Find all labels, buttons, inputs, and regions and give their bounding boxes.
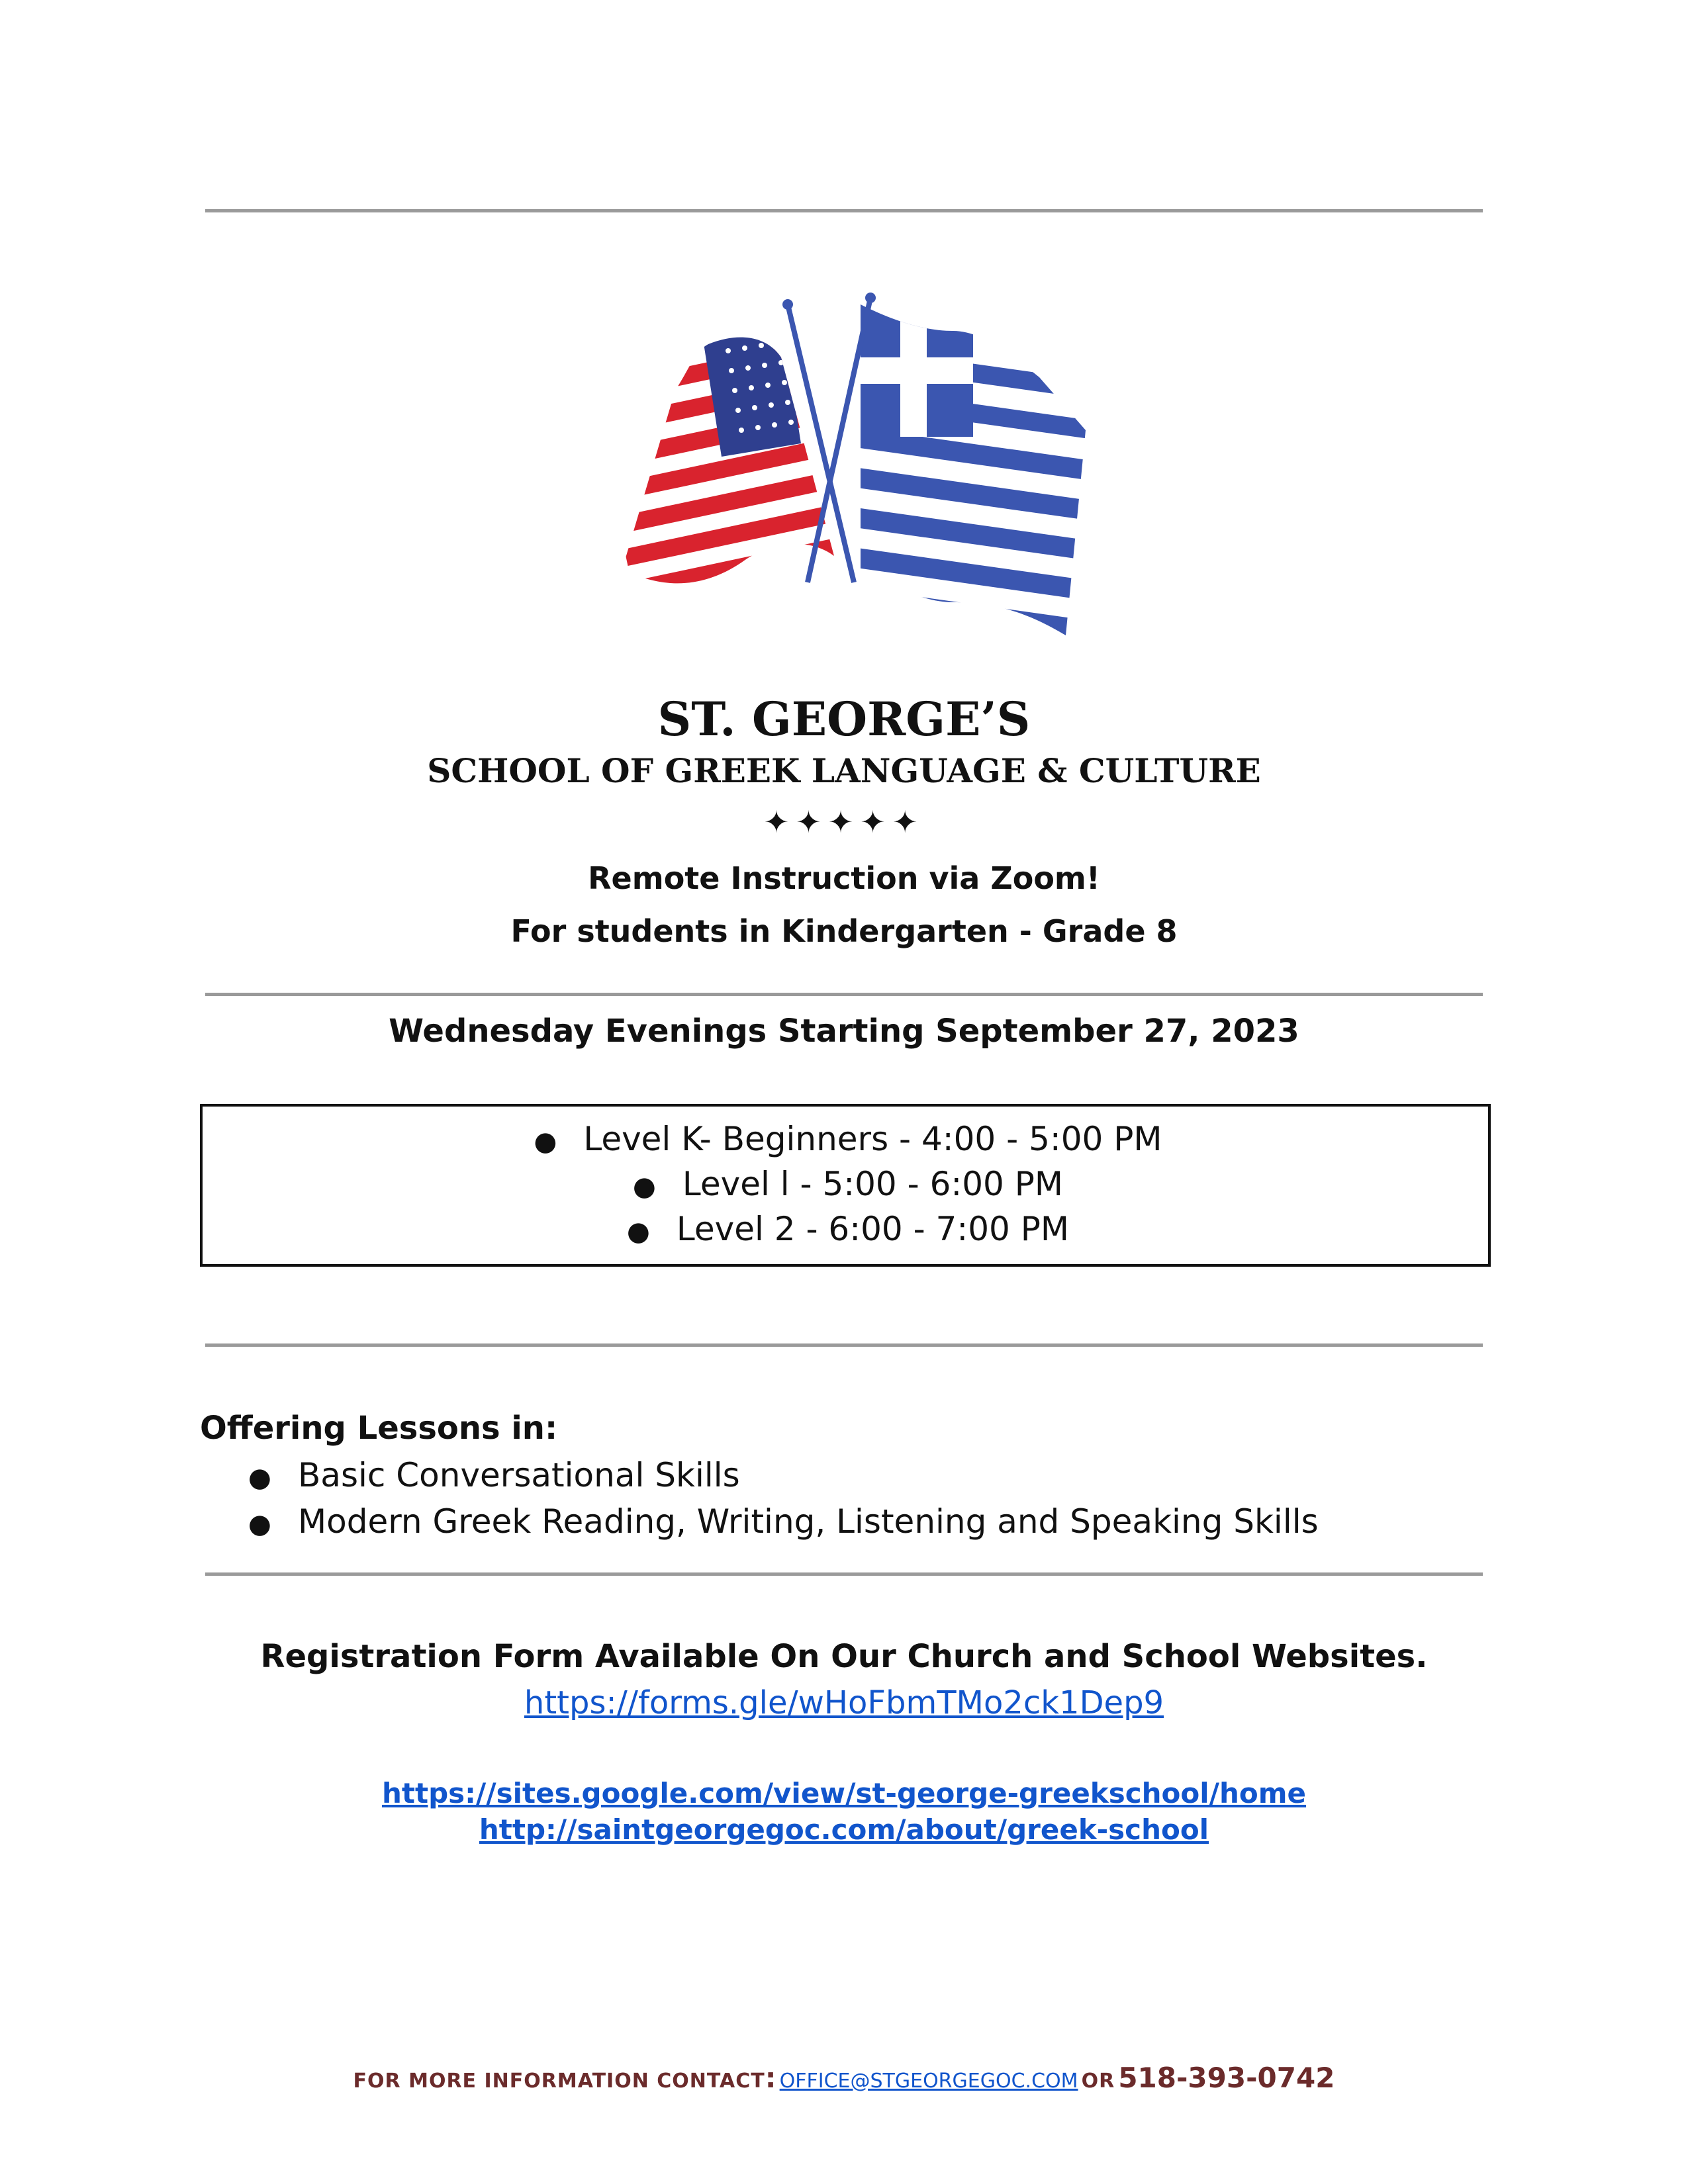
footer-contact [0,2062,1688,2094]
school-title: ST. GEORGE’S [657,692,1031,747]
bullet-icon: ● [248,1462,271,1493]
footer-phone: 518-393-0742 [1118,2062,1335,2094]
divider-1 [205,993,1483,996]
us-flag-icon [609,291,901,635]
lesson-item: ● Basic Conversational Skills [248,1456,740,1494]
schedule-item: ● Level l - 5:00 - 6:00 PM [632,1165,1064,1203]
bullet-icon: ● [627,1216,650,1247]
footer-or: OR [1081,2070,1115,2093]
ornament-stars: ✦✦✦✦✦ [763,804,925,840]
bullet-icon: ● [632,1171,656,1202]
footer-email-link[interactable]: OFFICE@STGEORGEGOC.COM [779,2070,1078,2093]
lesson-item: ● Modern Greek Reading, Writing, Listening and Speaking Skills [248,1502,1319,1541]
grade-range-text: For students in Kindergarten - Grade 8 [510,913,1178,949]
school-subtitle: SCHOOL OF GREEK LANGUAGE & CULTURE [427,751,1261,790]
greek-flag-icon [830,291,1086,649]
schedule-box [200,1104,1491,1267]
schedule-item: ● Level 2 - 6:00 - 7:00 PM [627,1210,1069,1248]
divider-top [205,209,1483,212]
church-site-link[interactable]: http://saintgeorgegoc.com/about/greek-school [479,1813,1209,1846]
registration-form-link[interactable]: https://forms.gle/wHoFbmTMo2ck1Dep9 [524,1684,1164,1721]
greek-school-site-link[interactable]: https://sites.google.com/view/st-george-greekschool/home [382,1777,1306,1809]
schedule-item: ● Level K- Beginners - 4:00 - 5:00 PM [534,1120,1162,1158]
schedule-heading: Wednesday Evenings Starting September 27, 2023 [389,1013,1299,1050]
divider-2 [205,1343,1483,1347]
footer-colon: : [765,2062,776,2094]
bullet-icon: ● [534,1126,557,1157]
remote-instruction-text: Remote Instruction via Zoom! [588,860,1100,896]
lessons-heading: Offering Lessons in: [200,1410,558,1447]
divider-3 [205,1572,1483,1576]
footer-label: FOR MORE INFORMATION CONTACT [353,2070,765,2093]
registration-heading: Registration Form Available On Our Church and School Websites. [260,1638,1428,1675]
crossed-flags-logo [609,291,1086,649]
bullet-icon: ● [248,1508,271,1539]
